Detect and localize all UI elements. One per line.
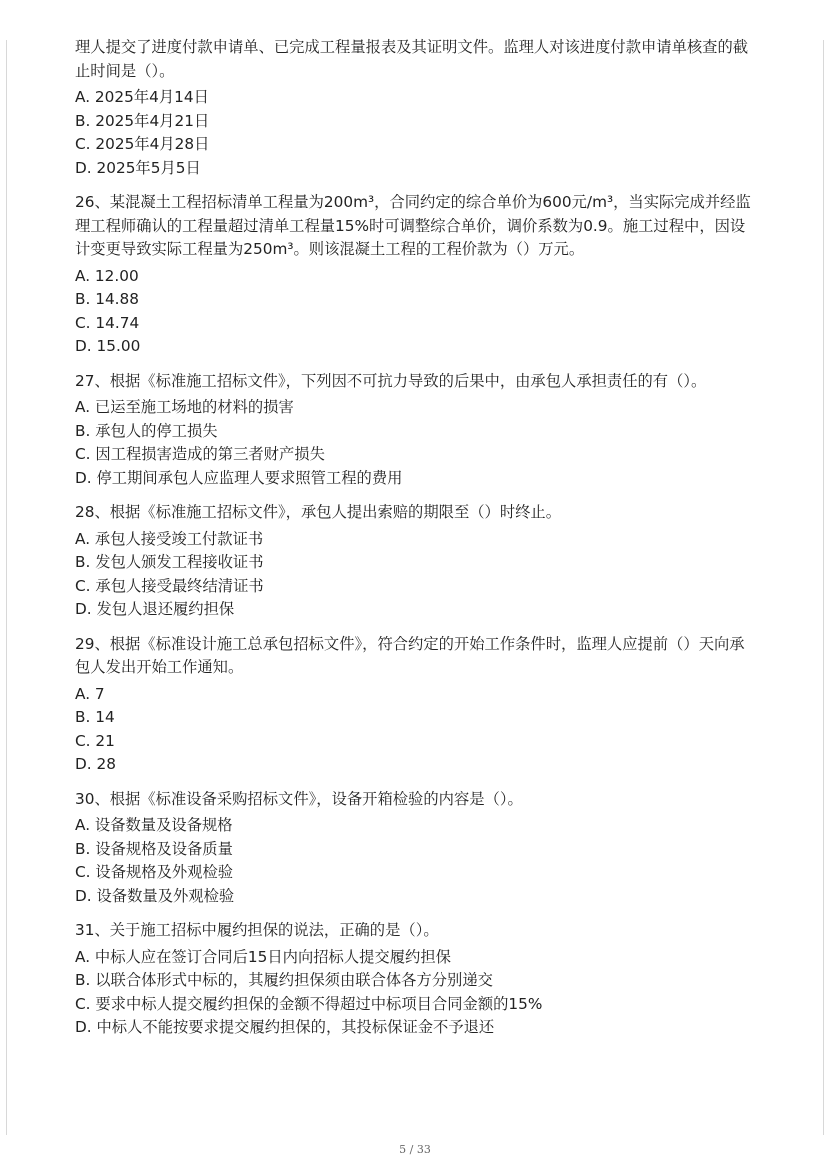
question-stem: 27、根据《标准施工招标文件》，下列因不可抗力导致的后果中，由承包人承担责任的有（）。 (75, 371, 707, 390)
question-stem: 28、根据《标准施工招标文件》，承包人提出索赔的期限至（）时终止。 (75, 503, 562, 521)
option-c: C. 因工程损害造成的第三者财产损失 (75, 445, 325, 463)
option-d: D. 设备数量及外观检验 (75, 886, 235, 905)
page-number-indicator: 5 / 33 (399, 1143, 431, 1156)
option-c: C. 设备规格及外观检验 (75, 863, 234, 881)
option-b: B. 承包人的停工损失 (75, 421, 218, 440)
option-a: A. 12.00 (75, 266, 139, 285)
question-stem: 29、根据《标准设计施工总承包招标文件》，符合约定的开始工作条件时，监理人应提前（）天向承包人发出开始工作通知。 (75, 634, 745, 676)
option-b: B. 发包人颁发工程接收证书 (75, 553, 264, 571)
question-25-continued (75, 36, 755, 180)
question-stem: 31、关于施工招标中履约担保的说法，正确的是（）。 (75, 921, 439, 939)
question-30 (75, 788, 755, 909)
option-b: B. 以联合体形式中标的，其履约担保须由联合体各方分别递交 (75, 971, 493, 989)
option-c: C. 21 (75, 731, 115, 750)
option-d: D. 中标人不能按要求提交履约担保的，其投标保证金不予退还 (75, 1018, 495, 1036)
option-a: A. 已运至施工场地的材料的损害 (75, 398, 294, 416)
page-border-left (6, 40, 7, 1135)
option-b: B. 设备规格及设备质量 (75, 839, 233, 858)
question-stem: 30、根据《标准设备采购招标文件》，设备开箱检验的内容是（）。 (75, 789, 523, 808)
option-a: A. 7 (75, 684, 105, 703)
option-c: C. 要求中标人提交履约担保的金额不得超过中标项目合同金额的15% (75, 994, 543, 1013)
question-31 (75, 919, 755, 1040)
option-b: B. 14 (75, 708, 115, 726)
option-d: D. 15.00 (75, 337, 141, 355)
option-b: B. 2025年4月21日 (75, 111, 210, 130)
option-a: A. 承包人接受竣工付款证书 (75, 529, 264, 548)
option-c: C. 2025年4月28日 (75, 135, 210, 153)
option-d: D. 发包人退还履约担保 (75, 600, 235, 618)
document-body (75, 36, 755, 1051)
option-a: A. 中标人应在签订合同后15日内向招标人提交履约担保 (75, 947, 451, 966)
option-d: D. 28 (75, 755, 116, 773)
option-d: D. 2025年5月5日 (75, 158, 201, 177)
option-c: C. 承包人接受最终结清证书 (75, 576, 264, 595)
question-27 (75, 370, 755, 491)
question-26 (75, 191, 755, 359)
option-a: A. 2025年4月14日 (75, 88, 209, 106)
option-b: B. 14.88 (75, 290, 140, 308)
option-c: C. 14.74 (75, 313, 140, 332)
question-stem: 理人提交了进度付款申请单、已完成工程量报表及其证明文件。监理人对该进度付款申请单核查的截止时间是（）。 (75, 38, 749, 80)
option-a: A. 设备数量及设备规格 (75, 816, 233, 834)
question-stem: 26、某混凝土工程招标清单工程量为200m³，合同约定的综合单价为600元/m³，当实际完成并经监理工程师确认的工程量超过清单工程量15%时可调整综合单价，调价系数为0.9。施工过程中，因设计变更导致实际工程量为250m³。则该混凝土工程的工程价款为（）万元。 (75, 193, 751, 258)
option-d: D. 停工期间承包人应监理人要求照管工程的费用 (75, 468, 403, 487)
question-29 (75, 633, 755, 777)
page-border-right (823, 40, 824, 1135)
question-28 (75, 501, 755, 622)
